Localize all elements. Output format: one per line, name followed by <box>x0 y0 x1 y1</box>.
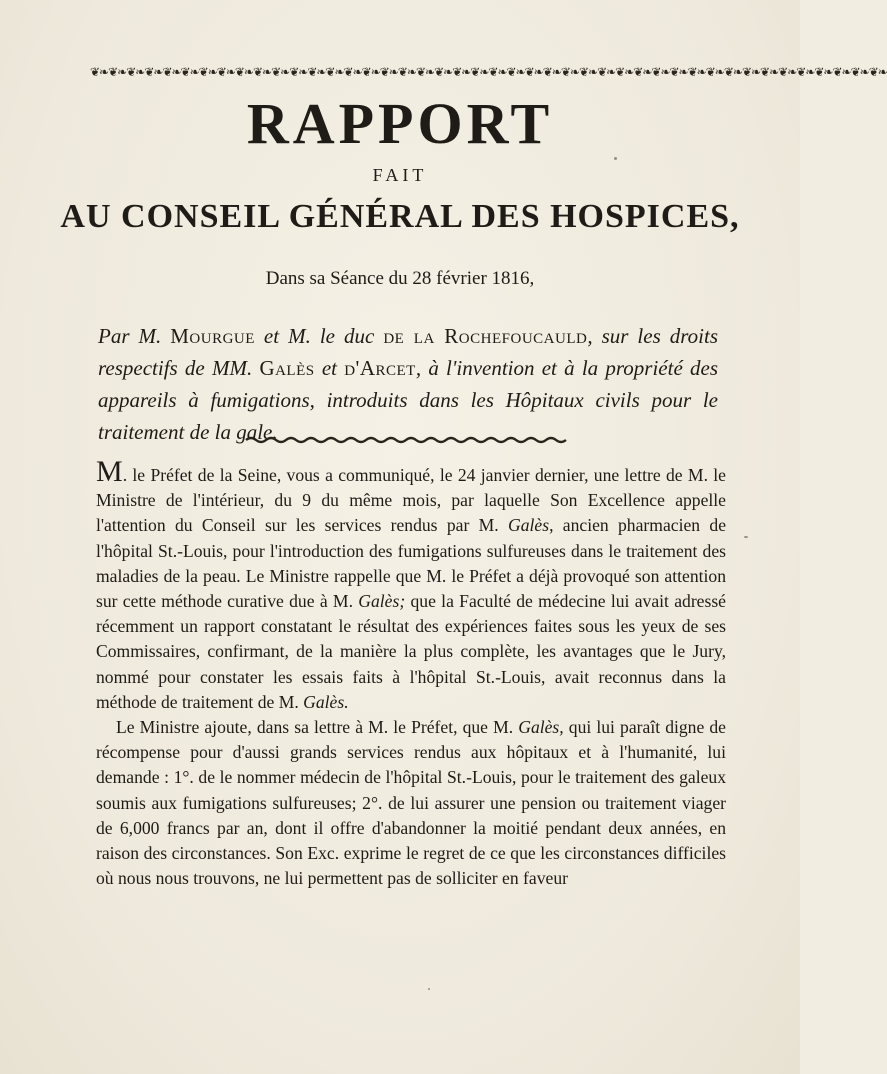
report-authors-and-subject <box>98 320 718 448</box>
paper-speck <box>614 157 617 160</box>
p1-gales-2: Galès; <box>358 591 406 612</box>
report-body <box>96 455 727 891</box>
top-ornament-border: ❦❧❦❧❦❧❦❧❦❧❦❧❦❧❦❧❦❧❦❧❦❧❦❧❦❧❦❧❦❧❦❧❦❧❦❧❦❧❦❧❦❧❦❧❦❧❦❧❦❧❦❧❦❧❦❧❦❧❦❧❦❧❦❧❦❧❦❧❦❧❦❧❦❧❦❧❦❧❦❧❦❧❦❧❦❧❦❧ <box>90 65 887 79</box>
author-rochefoucauld: de la Rochefoucauld <box>383 324 588 348</box>
author-mourgue: Mourgue <box>170 324 255 348</box>
name-gales: Galès <box>259 356 315 380</box>
p2-part-b: qui lui paraît digne de récompense pour d'aussi grands services rendus aux hôpitaux et à l'humanité, lui demande : 1°. de le nommer médecin de l'hôpital St.-Louis, pour le traitement des galeux soumis aux fumigations sulfureuses; 2°. de lui assurer une pension ou traitement viager de 6,000 francs par an, dont il offre d'abandonner la moitié pendant deux années, en raison des circonstances. Son Exc. exprime le regret de ce que les circonstances difficiles où nous nous trouvons, ne lui permettent pas de solliciter en faveur <box>96 717 726 889</box>
name-darcet: d'Arcet <box>344 356 416 380</box>
subtitle-mid: , sur les droits respectifs de MM. <box>98 324 718 380</box>
p1-part-b: , ancien pharmacien de l'hôpital St.-Louis, pour l'introduction des fumigations sulfureuses dans le traitement des maladies de la peau. Le Ministre rappelle que M. le Préfet a déjà provoqué son attention sur cette méthode curative due à M. <box>96 515 727 612</box>
document-title: RAPPORT <box>246 91 554 156</box>
session-date: Dans sa Séance du 28 février 1816, <box>265 268 535 289</box>
subtitle-fait: FAIT <box>372 165 428 185</box>
decorative-divider <box>246 436 566 444</box>
p2-gales: Galès, <box>518 717 564 738</box>
drop-cap: M <box>96 455 123 488</box>
p1-gales-1: Galès <box>508 515 550 536</box>
subtitle-rest: , à l'invention et à la propriété des appareils à fumigations, introduits dans les Hôpitaux civils pour le traitement de la gale. <box>98 356 718 444</box>
paper-speck <box>428 988 430 990</box>
subtitle-par: Par M. <box>98 324 171 348</box>
subtitle-et2: et <box>314 356 345 380</box>
p1-gales-3: Galès. <box>303 691 349 712</box>
p2-part-a: Le Ministre ajoute, dans sa lettre à M. le Préfet, que M. <box>116 717 519 738</box>
paragraph-1 <box>96 455 727 715</box>
paper-speck <box>744 536 748 538</box>
subtitle-et1: et M. le duc <box>254 324 384 348</box>
subtitle-conseil: AU CONSEIL GÉNÉRAL DES HOSPICES, <box>60 198 740 235</box>
paragraph-2 <box>96 715 726 891</box>
p1-part-a: . le Préfet de la Seine, vous a communiqué, le 24 janvier dernier, une lettre de M. le Ministre de l'intérieur, du 9 du même mois, par laquelle Son Excellence appelle l'attention du Conseil sur les services rendus par M. <box>96 465 726 536</box>
p1-part-c: que la Faculté de médecine lui avait adressé récemment un rapport constatant le résultat des expériences faites sous les yeux de ses Commissaires, confirmant, de la manière la plus complète, les avantages que le Jury, nommé pour constater les essais faits à l'hôpital St.-Louis, avait reconnus dans la méthode de traitement de M. <box>96 591 726 712</box>
